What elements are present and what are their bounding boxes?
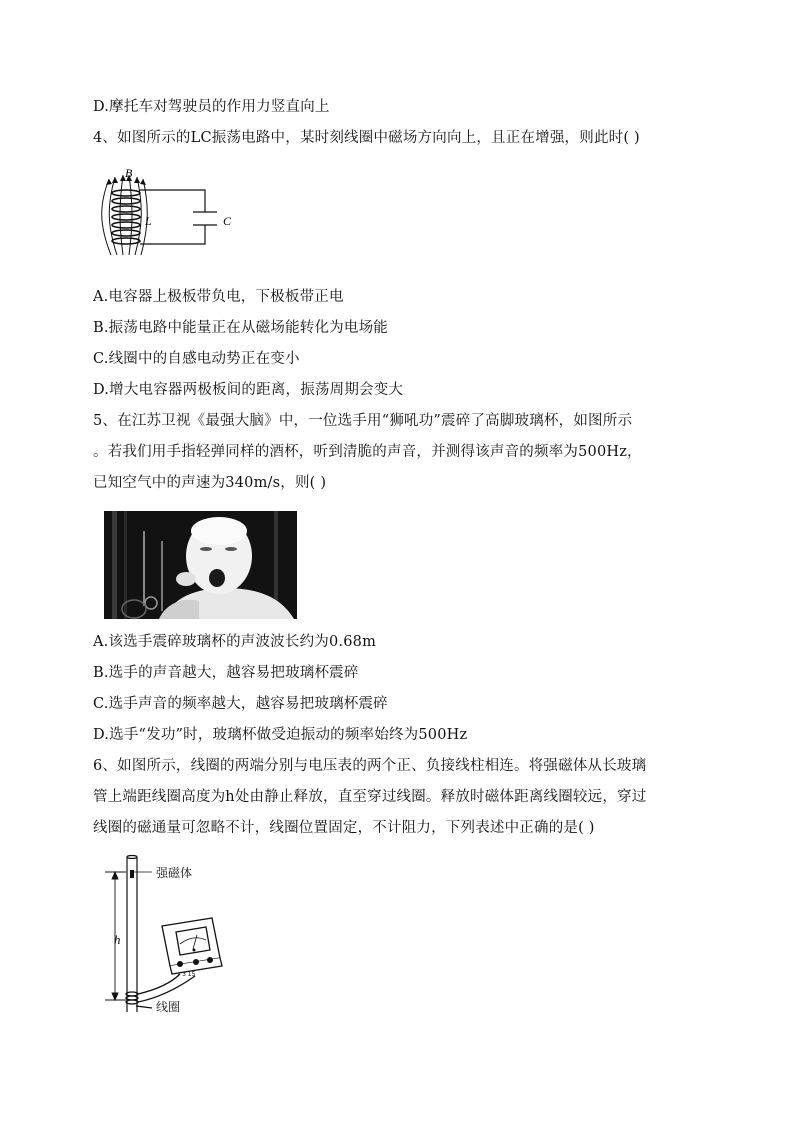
label-magnet: 强磁体 xyxy=(156,866,193,880)
label-l: L xyxy=(145,214,152,228)
q4-option-b: B.振荡电路中能量正在从磁场能转化为电场能 xyxy=(93,320,388,336)
magnet-tube-figure xyxy=(100,852,240,1022)
q5-stem-line-3: 已知空气中的声速为340m/s，则( ) xyxy=(93,475,327,491)
q5-stem-line-2: 。若我们用手指轻弹同样的酒杯，听到清脆的声音，并测得该声音的频率为500Hz， xyxy=(93,444,642,460)
label-h: h xyxy=(114,932,121,947)
label-c: C xyxy=(223,214,232,228)
q4-option-c: C.线圈中的自感电动势正在变小 xyxy=(93,351,300,367)
svg-text:- 3 15: - 3 15 xyxy=(178,971,196,978)
label-b: B xyxy=(125,166,133,180)
contestant-photo xyxy=(104,511,297,619)
q5-option-b: B.选手的声音越大，越容易把玻璃杯震碎 xyxy=(93,665,359,681)
label-coil: 线圈 xyxy=(156,1000,181,1014)
q5-option-a: A.该选手震碎玻璃杯的声波波长约为0.68m xyxy=(93,634,377,650)
prev-option-d: D.摩托车对驾驶员的作用力竖直向上 xyxy=(93,99,330,115)
q4-stem: 4、如图所示的LC振荡电路中，某时刻线圈中磁场方向向上，且正在增强，则此时( ) xyxy=(93,130,640,146)
q5-option-c: C.选手声音的频率越大，越容易把玻璃杯震碎 xyxy=(93,696,388,712)
q5-option-d: D.选手“发功”时，玻璃杯做受迫振动的频率始终为500Hz xyxy=(93,727,468,743)
q4-option-a: A.电容器上极板带负电，下极板带正电 xyxy=(93,289,344,305)
lc-circuit-figure xyxy=(95,165,245,265)
q6-stem-line-2: 管上端距线圈高度为h处由静止释放，直至穿过线圈。释放时磁体距离线圈较远，穿过 xyxy=(93,789,647,805)
q6-stem-line-1: 6、如图所示，线圈的两端分别与电压表的两个正、负接线柱相连。将强磁体从长玻璃 xyxy=(93,758,647,774)
q4-option-d: D.增大电容器两极板间的距离，振荡周期会变大 xyxy=(93,382,404,398)
q5-stem-line-1: 5、在江苏卫视《最强大脑》中，一位选手用“狮吼功”震碎了高脚玻璃杯，如图所示 xyxy=(93,413,633,429)
q6-stem-line-3: 线圈的磁通量可忽略不计，线圈位置固定，不计阻力，下列表述中正确的是( ) xyxy=(93,820,595,836)
